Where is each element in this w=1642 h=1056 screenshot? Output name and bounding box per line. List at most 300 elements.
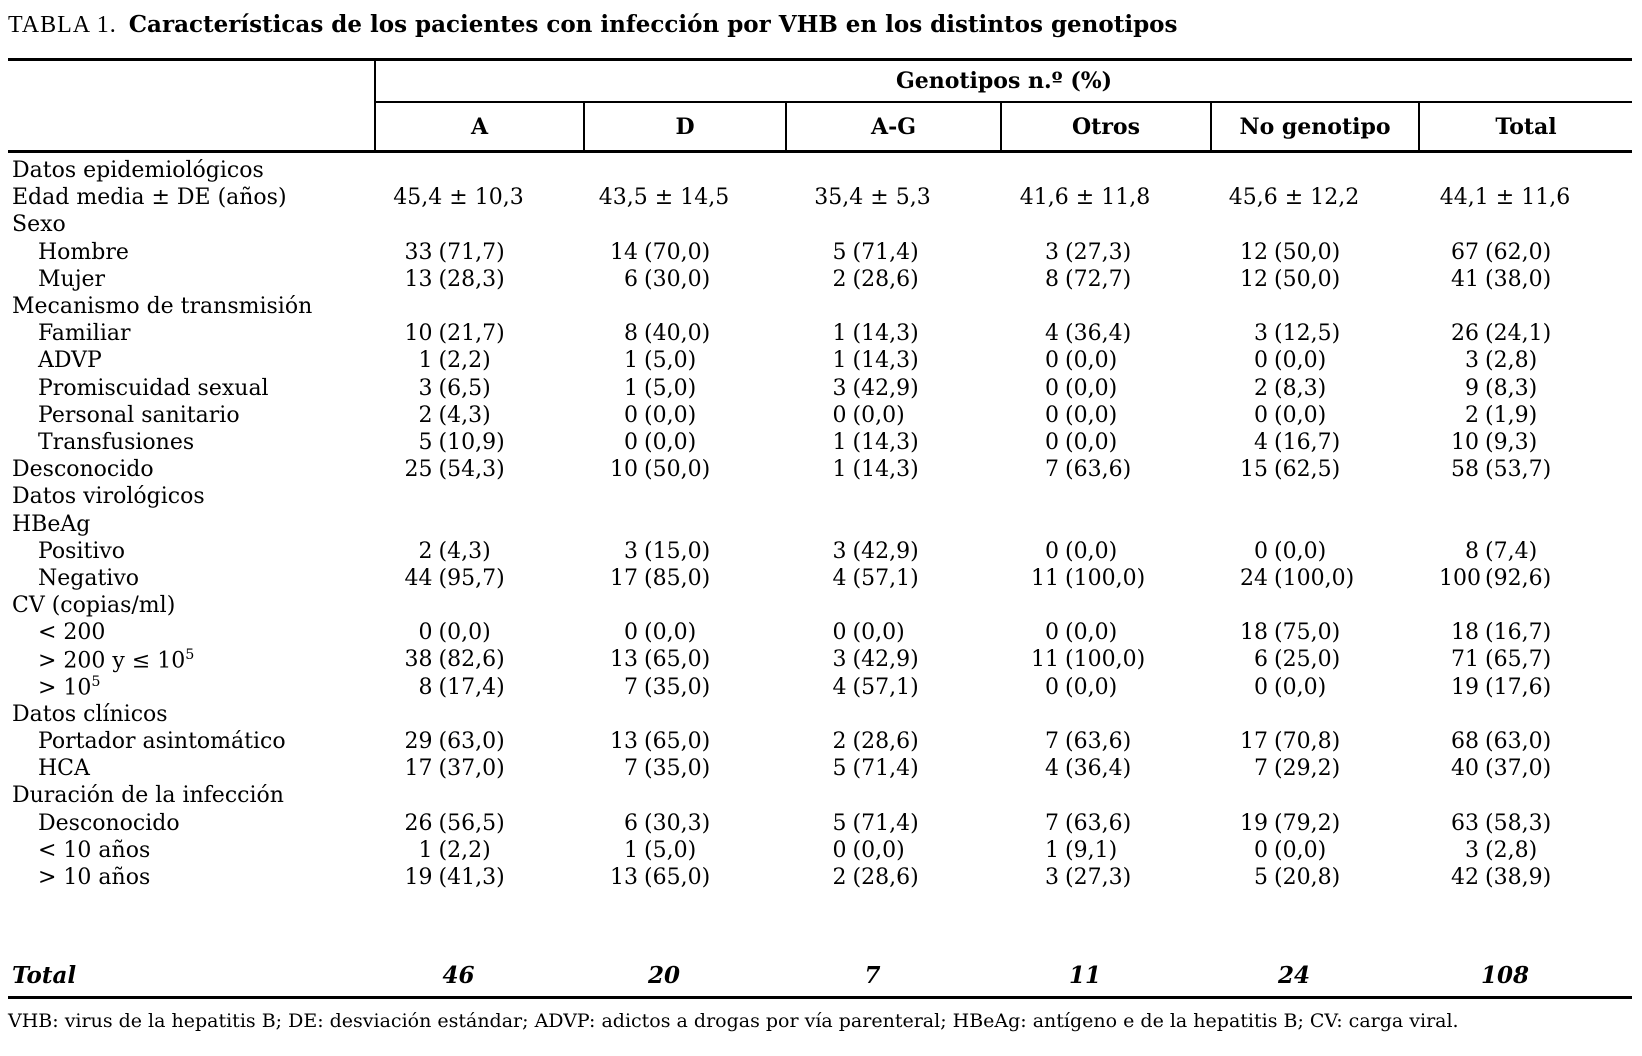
count-value: 4 <box>1254 429 1268 455</box>
data-cell <box>563 240 765 265</box>
data-cell <box>1398 376 1612 401</box>
count-value: 1 <box>832 457 847 483</box>
percent-value: (100,0) <box>1065 565 1146 591</box>
section-row <box>8 701 1632 728</box>
data-cell <box>1398 321 1612 346</box>
data-cell <box>980 756 1190 781</box>
row-label: Desconocido <box>12 457 154 483</box>
percent-value: (2,2) <box>438 348 491 374</box>
genotype-table <box>8 58 1632 999</box>
count-value: 6 <box>1254 647 1268 673</box>
count-value: 0 <box>1045 429 1059 455</box>
data-cell <box>980 729 1190 754</box>
percent-value: (5,0) <box>644 837 697 863</box>
table-row <box>8 239 1632 266</box>
count-value: 1 <box>624 348 638 374</box>
data-cell <box>1190 376 1398 401</box>
count-value: 11 <box>1031 647 1059 673</box>
count-value: 17 <box>1240 729 1268 755</box>
count-value: 17 <box>610 565 638 591</box>
count-value: 0 <box>1045 402 1059 428</box>
count-value: 58 <box>1451 457 1479 483</box>
count-value: 24 <box>1240 565 1268 591</box>
count-value: 0 <box>1254 348 1268 374</box>
column-header-otros: Otros <box>1000 103 1210 150</box>
data-cell <box>563 185 765 210</box>
percent-value: (37,0) <box>438 756 505 782</box>
data-cell <box>765 620 980 645</box>
percent-value: (62,5) <box>1274 457 1341 483</box>
data-cell <box>1398 348 1612 373</box>
percent-value: (0,0) <box>1065 538 1118 564</box>
percent-value: (40,0) <box>644 321 711 347</box>
count-value: 10 <box>1451 429 1479 455</box>
percent-value: (10,9) <box>438 429 505 455</box>
percent-value: (41,3) <box>438 864 505 890</box>
percent-value: (35,0) <box>644 674 711 700</box>
group-header: Genotipos n.º (%) <box>374 61 1632 103</box>
data-cell <box>563 647 765 672</box>
percent-value: (14,3) <box>852 348 919 374</box>
data-cell <box>1398 675 1612 700</box>
count-value: 0 <box>1045 674 1059 700</box>
data-cell <box>1398 566 1612 591</box>
data-cell <box>980 962 1190 989</box>
data-cell <box>354 267 563 292</box>
data-cell <box>354 403 563 428</box>
count-value: 8 <box>624 321 638 347</box>
superscript: 5 <box>185 646 195 663</box>
count-value: 2 <box>832 729 847 755</box>
percent-value: (53,7) <box>1485 457 1552 483</box>
data-cell <box>980 675 1190 700</box>
percent-value: (8,3) <box>1274 375 1327 401</box>
row-label: > 200 $y \le 10^5$ <box>38 646 195 674</box>
data-cell <box>563 962 765 989</box>
data-cell <box>765 267 980 292</box>
count-value: 7 <box>1045 810 1059 836</box>
percent-value: (36,4) <box>1065 321 1132 347</box>
row-label: Portador asintomático <box>38 729 286 755</box>
data-cell <box>765 240 980 265</box>
count-value: 0 <box>624 620 638 646</box>
count-value: 0 <box>624 402 638 428</box>
percent-value: (9,3) <box>1485 429 1538 455</box>
percent-value: (24,1) <box>1485 321 1552 347</box>
count-value: 9 <box>1465 375 1479 401</box>
total-row-label: Total <box>12 962 77 990</box>
count-value: 1 <box>832 321 847 347</box>
section-row <box>8 782 1632 809</box>
count-value: 8 <box>1465 538 1479 564</box>
count-value: 26 <box>404 810 433 836</box>
count-value: 1 <box>418 837 433 863</box>
row-label: Mujer <box>38 266 106 292</box>
percent-value: (30,0) <box>644 266 711 292</box>
percent-value: (20,8) <box>1274 864 1341 890</box>
row-label: Hombre <box>38 239 129 265</box>
count-value: 19 <box>1451 674 1479 700</box>
count-value: 3 <box>832 375 847 401</box>
count-value: 13 <box>404 266 433 292</box>
percent-value: (56,5) <box>438 810 505 836</box>
percent-value: (35,0) <box>644 756 711 782</box>
table-row <box>8 456 1632 483</box>
percent-value: (0,0) <box>852 837 905 863</box>
count-value: 0 <box>1254 402 1268 428</box>
percent-value: (95,7) <box>438 565 505 591</box>
percent-value: (5,0) <box>644 348 697 374</box>
data-cell <box>765 321 980 346</box>
data-cell <box>765 376 980 401</box>
count-value: 5 <box>832 810 847 836</box>
row-label: HCA <box>38 756 90 782</box>
percent-value: (0,0) <box>1065 620 1118 646</box>
group-header-band <box>8 58 1632 103</box>
percent-value: (29,2) <box>1274 756 1341 782</box>
data-cell <box>980 348 1190 373</box>
count-value: 3 <box>418 375 433 401</box>
data-cell <box>563 675 765 700</box>
row-label: < 10 años <box>38 837 151 863</box>
percent-value: (65,0) <box>644 864 711 890</box>
data-cell <box>354 348 563 373</box>
data-cell <box>563 566 765 591</box>
data-cell <box>1190 811 1398 836</box>
section-row <box>8 211 1632 238</box>
percent-value: (63,6) <box>1065 810 1132 836</box>
data-cell <box>1190 620 1398 645</box>
percent-value: (65,0) <box>644 729 711 755</box>
count-value: 11 <box>1031 565 1059 591</box>
percent-value: (0,0) <box>1065 402 1118 428</box>
count-value: 41 <box>1451 266 1479 292</box>
data-cell <box>354 811 563 836</box>
section-label: Mecanismo de transmisión <box>12 294 313 320</box>
count-value: 8 <box>418 674 433 700</box>
cell-value: 45,4 ± 10,3 <box>393 185 524 211</box>
data-cell <box>765 430 980 455</box>
row-label: Desconocido <box>38 810 180 836</box>
percent-value: (0,0) <box>1274 538 1327 564</box>
table-row <box>8 538 1632 565</box>
data-cell <box>980 376 1190 401</box>
row-label: Negativo <box>38 565 140 591</box>
data-cell <box>1190 756 1398 781</box>
cell-value: 7 <box>864 962 881 990</box>
data-cell <box>765 811 980 836</box>
data-cell <box>563 811 765 836</box>
data-cell <box>1190 647 1398 672</box>
row-label: ADVP <box>38 348 102 374</box>
data-cell <box>765 647 980 672</box>
column-header-a-g: A-G <box>785 103 1000 150</box>
data-cell <box>1190 348 1398 373</box>
data-cell <box>980 620 1190 645</box>
data-cell <box>563 376 765 401</box>
data-cell <box>765 457 980 482</box>
percent-value: (0,0) <box>852 620 905 646</box>
percent-value: (38,0) <box>1485 266 1552 292</box>
percent-value: (37,0) <box>1485 756 1552 782</box>
data-cell <box>980 403 1190 428</box>
data-cell <box>980 647 1190 672</box>
row-label: < 200 <box>38 620 106 646</box>
data-cell <box>354 539 563 564</box>
section-row <box>8 592 1632 619</box>
cell-value: 46 <box>442 962 475 990</box>
row-label: Positivo <box>38 538 126 564</box>
superscript: 5 <box>91 673 101 690</box>
data-cell <box>1398 240 1612 265</box>
data-cell <box>563 403 765 428</box>
column-header-band <box>8 103 1632 153</box>
percent-value: (16,7) <box>1274 429 1341 455</box>
row-label: > 10 años <box>38 864 151 890</box>
count-value: 18 <box>1240 620 1268 646</box>
count-value: 13 <box>610 729 638 755</box>
percent-value: (12,5) <box>1274 321 1341 347</box>
data-cell <box>563 348 765 373</box>
count-value: 13 <box>610 647 638 673</box>
data-cell <box>563 267 765 292</box>
percent-value: (71,4) <box>852 239 919 265</box>
section-label: HBeAg <box>12 511 91 537</box>
count-value: 0 <box>1045 375 1059 401</box>
data-cell <box>980 539 1190 564</box>
percent-value: (14,3) <box>852 457 919 483</box>
percent-value: (9,1) <box>1065 837 1118 863</box>
data-cell <box>980 240 1190 265</box>
count-value: 68 <box>1451 729 1479 755</box>
count-value: 12 <box>1240 239 1268 265</box>
data-cell <box>354 430 563 455</box>
section-row <box>8 157 1632 184</box>
data-cell <box>1190 240 1398 265</box>
data-cell <box>1398 430 1612 455</box>
data-cell <box>354 962 563 989</box>
percent-value: (65,7) <box>1485 647 1552 673</box>
cell-value: 20 <box>647 962 680 990</box>
percent-value: (17,6) <box>1485 674 1552 700</box>
cell-value: 43,5 ± 14,5 <box>598 185 730 211</box>
cell-value: 44,1 ± 11,6 <box>1439 185 1571 211</box>
data-cell <box>563 865 765 890</box>
percent-value: (28,6) <box>852 864 919 890</box>
percent-value: (63,6) <box>1065 457 1132 483</box>
data-cell <box>563 321 765 346</box>
count-value: 19 <box>404 864 433 890</box>
percent-value: (72,7) <box>1065 266 1132 292</box>
percent-value: (92,6) <box>1485 565 1552 591</box>
percent-value: (82,6) <box>438 647 505 673</box>
count-value: 3 <box>1045 239 1059 265</box>
percent-value: (6,5) <box>438 375 491 401</box>
percent-value: (85,0) <box>644 565 711 591</box>
data-cell <box>354 376 563 401</box>
percent-value: (28,6) <box>852 266 919 292</box>
percent-value: (70,8) <box>1274 729 1341 755</box>
count-value: 100 <box>1439 565 1481 591</box>
data-cell <box>354 620 563 645</box>
row-label: Personal sanitario <box>38 402 240 428</box>
table-number: TABLA 1. <box>8 12 117 38</box>
percent-value: (0,0) <box>644 429 697 455</box>
count-value: 3 <box>624 538 638 564</box>
count-value: 7 <box>624 674 638 700</box>
count-value: 0 <box>1254 538 1268 564</box>
count-value: 7 <box>1045 729 1059 755</box>
count-value: 0 <box>832 837 847 863</box>
count-value: 29 <box>404 729 433 755</box>
cell-value: 35,4 ± 5,3 <box>814 185 931 211</box>
table-row <box>8 565 1632 592</box>
count-value: 2 <box>1465 402 1479 428</box>
count-value: 1 <box>832 429 847 455</box>
data-cell <box>980 811 1190 836</box>
percent-value: (28,3) <box>438 266 505 292</box>
count-value: 1 <box>1045 837 1059 863</box>
percent-value: (25,0) <box>1274 647 1341 673</box>
row-label: > $10^5$ <box>38 673 101 701</box>
percent-value: (4,3) <box>438 402 491 428</box>
data-cell <box>765 962 980 989</box>
section-label: Duración de la infección <box>12 783 284 809</box>
data-cell <box>563 457 765 482</box>
count-value: 19 <box>1240 810 1268 836</box>
data-cell <box>563 729 765 754</box>
percent-value: (21,7) <box>438 321 505 347</box>
percent-value: (16,7) <box>1485 620 1552 646</box>
count-value: 4 <box>1045 756 1059 782</box>
section-label: Datos clínicos <box>12 701 168 727</box>
data-cell <box>1398 457 1612 482</box>
data-cell <box>765 865 980 890</box>
count-value: 17 <box>404 756 433 782</box>
count-value: 2 <box>1254 375 1268 401</box>
data-cell <box>354 647 563 672</box>
count-value: 38 <box>404 647 433 673</box>
table-row <box>8 810 1632 837</box>
count-value: 40 <box>1451 756 1479 782</box>
data-cell <box>980 185 1190 210</box>
row-label: Transfusiones <box>38 429 195 455</box>
data-cell <box>563 838 765 863</box>
data-cell <box>1398 838 1612 863</box>
table-row <box>8 375 1632 402</box>
section-row <box>8 483 1632 510</box>
count-value: 14 <box>610 239 638 265</box>
percent-value: (14,3) <box>852 429 919 455</box>
table-row <box>8 266 1632 293</box>
data-cell <box>980 321 1190 346</box>
percent-value: (0,0) <box>644 402 697 428</box>
percent-value: (30,3) <box>644 810 711 836</box>
data-cell <box>980 865 1190 890</box>
percent-value: (79,2) <box>1274 810 1341 836</box>
data-cell <box>765 403 980 428</box>
data-cell <box>980 566 1190 591</box>
count-value: 26 <box>1451 321 1479 347</box>
percent-value: (71,7) <box>438 239 505 265</box>
data-cell <box>1398 620 1612 645</box>
percent-value: (1,9) <box>1485 402 1538 428</box>
data-cell <box>354 838 563 863</box>
row-label: Edad media ± DE (años) <box>12 185 287 211</box>
table-row <box>8 646 1632 673</box>
count-value: 0 <box>624 429 638 455</box>
section-row <box>8 510 1632 537</box>
count-value: 5 <box>418 429 433 455</box>
percent-value: (42,9) <box>852 538 919 564</box>
percent-value: (28,6) <box>852 729 919 755</box>
data-cell <box>765 348 980 373</box>
percent-value: (27,3) <box>1065 864 1132 890</box>
count-value: 4 <box>832 674 847 700</box>
data-cell <box>1190 675 1398 700</box>
count-value: 0 <box>418 620 433 646</box>
row-label: Promiscuidad sexual <box>38 375 269 401</box>
data-cell <box>1398 185 1612 210</box>
data-cell <box>1190 566 1398 591</box>
percent-value: (0,0) <box>1274 837 1327 863</box>
percent-value: (0,0) <box>1065 429 1118 455</box>
count-value: 4 <box>832 565 847 591</box>
percent-value: (27,3) <box>1065 239 1132 265</box>
data-cell <box>354 675 563 700</box>
count-value: 8 <box>1045 266 1059 292</box>
count-value: 3 <box>1465 348 1479 374</box>
percent-value: (62,0) <box>1485 239 1552 265</box>
data-cell <box>563 430 765 455</box>
table-row <box>8 320 1632 347</box>
percent-value: (14,3) <box>852 321 919 347</box>
data-cell <box>563 620 765 645</box>
percent-value: (0,0) <box>438 620 491 646</box>
count-value: 25 <box>404 457 433 483</box>
count-value: 67 <box>1451 239 1479 265</box>
count-value: 3 <box>1465 837 1479 863</box>
percent-value: (57,1) <box>852 565 919 591</box>
percent-value: (0,0) <box>852 402 905 428</box>
data-cell <box>563 539 765 564</box>
count-value: 10 <box>404 321 433 347</box>
count-value: 1 <box>418 348 433 374</box>
stub-header-cell <box>8 61 374 103</box>
percent-value: (50,0) <box>1274 239 1341 265</box>
count-value: 12 <box>1240 266 1268 292</box>
data-cell <box>354 240 563 265</box>
column-header-d: D <box>583 103 785 150</box>
count-value: 0 <box>1254 674 1268 700</box>
data-cell <box>1190 865 1398 890</box>
count-value: 3 <box>1045 864 1059 890</box>
data-cell <box>354 756 563 781</box>
data-cell <box>1190 403 1398 428</box>
table-row <box>8 755 1632 782</box>
count-value: 7 <box>1045 457 1059 483</box>
row-label: Familiar <box>38 321 131 347</box>
count-value: 5 <box>1254 864 1268 890</box>
count-value: 10 <box>610 457 638 483</box>
data-cell <box>354 321 563 346</box>
percent-value: (75,0) <box>1274 620 1341 646</box>
table-row <box>8 429 1632 456</box>
section-label: Datos virológicos <box>12 484 205 510</box>
table-row <box>8 347 1632 374</box>
data-cell <box>1398 865 1612 890</box>
section-label: Datos epidemiológicos <box>12 158 264 184</box>
